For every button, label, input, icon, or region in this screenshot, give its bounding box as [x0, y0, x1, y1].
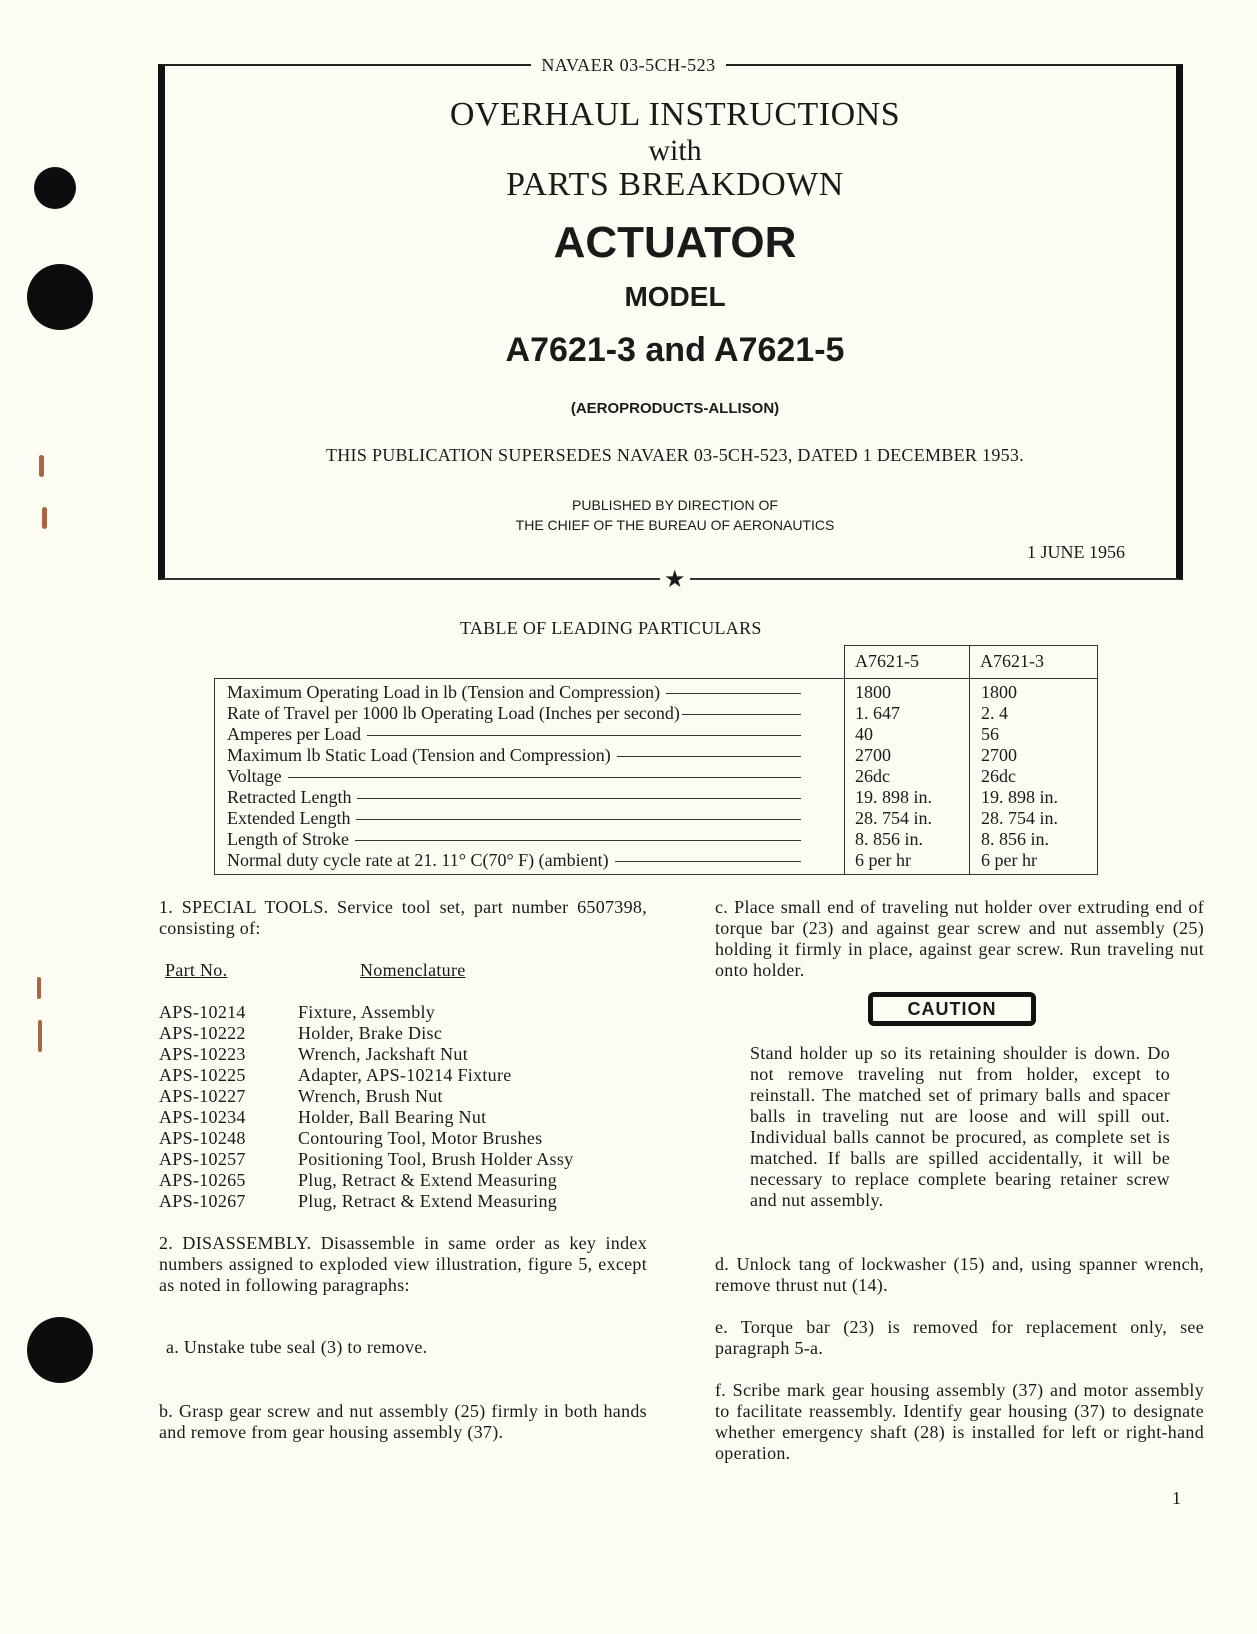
cell-a7621-3: 6 per hr — [981, 850, 1037, 870]
binder-hole-bottom — [27, 1317, 93, 1383]
table-row — [215, 703, 1097, 724]
row-label: Normal duty cycle rate at 21. 11° C(70° F) (ambient) — [227, 850, 609, 870]
row-label: Retracted Length — [227, 787, 352, 807]
table-row — [215, 766, 1097, 787]
step-d: d. Unlock tang of lockwasher (15) and, using spanner wrench, remove thrust nut (14). — [715, 1254, 1204, 1295]
rust-stain — [37, 977, 41, 999]
model-numbers: A7621-3 and A7621-5 — [505, 331, 845, 369]
cell-a7621-5: 26dc — [855, 766, 890, 786]
subject-title: ACTUATOR — [553, 218, 797, 267]
table-row — [215, 682, 1097, 703]
cell-a7621-5: 1. 647 — [855, 703, 900, 723]
col-nomenclature: Nomenclature — [360, 960, 466, 980]
table-row — [215, 724, 1097, 745]
published-by-line-1: PUBLISHED BY DIRECTION OF — [572, 497, 778, 513]
cell-a7621-5: 6 per hr — [855, 850, 911, 870]
row-label: Extended Length — [227, 808, 351, 828]
cell-a7621-5: 19. 898 in. — [855, 787, 933, 807]
column-header-a7621-5: A7621-5 — [844, 645, 970, 678]
row-label: Length of Stroke — [227, 829, 349, 849]
step-f: f. Scribe mark gear housing assembly (37) and motor assembly to facilitate reassembly. Identify gear housing (37) to designate whether emergency shaft (28) is installed for left or right-hand operation. — [715, 1380, 1204, 1463]
tool-list-item: APS-10222 Holder, Brake Disc — [159, 1023, 443, 1043]
step-e: e. Torque bar (23) is removed for replacement only, see paragraph 5-a. — [715, 1317, 1204, 1358]
table-row — [215, 829, 1097, 850]
caution-text: Stand holder up so its retaining shoulder is down. Do not remove traveling nut from holder, except to reinstall. The matched set of primary balls and spacer balls in traveling nut are loose and will spill out. Individual balls cannot be procured, as complete set is matched. If balls are spilled accidentally, it will be necessary to replace complete bearing retainer screw and nut assembly. — [750, 1043, 1170, 1210]
cell-a7621-3: 28. 754 in. — [981, 808, 1059, 828]
rust-stain — [42, 507, 47, 529]
binder-hole-top — [34, 167, 76, 209]
manufacturer: (AEROPRODUCTS-ALLISON) — [570, 400, 780, 417]
row-label: Maximum Operating Load in lb (Tension and Compression) — [227, 682, 661, 702]
cell-a7621-3: 56 — [981, 724, 999, 744]
step-a: a. Unstake tube seal (3) to remove. — [166, 1337, 428, 1357]
tool-list-item: APS-10225 Adapter, APS-10214 Fixture — [159, 1065, 512, 1085]
tool-list-item: APS-10267 Plug, Retract & Extend Measuring — [159, 1191, 558, 1211]
table-row — [215, 808, 1097, 829]
cell-a7621-3: 19. 898 in. — [981, 787, 1059, 807]
document-id: NAVAER 03-5CH-523 — [0, 55, 1257, 76]
cell-a7621-3: 1800 — [981, 682, 1017, 702]
cell-a7621-5: 1800 — [855, 682, 891, 702]
cell-a7621-3: 2700 — [981, 745, 1017, 765]
cell-a7621-3: 2. 4 — [981, 703, 1008, 723]
tool-list-item: APS-10214 Fixture, Assembly — [159, 1002, 436, 1022]
tool-list-item: APS-10227 Wrench, Brush Nut — [159, 1086, 443, 1106]
title-line-2: with — [648, 134, 702, 167]
tool-list-item: APS-10257 Positioning Tool, Brush Holder Assy — [159, 1149, 574, 1169]
tool-list-item: APS-10234 Holder, Ball Bearing Nut — [159, 1107, 487, 1127]
table-row — [215, 787, 1097, 808]
tool-list-item: APS-10248 Contouring Tool, Motor Brushes — [159, 1128, 543, 1148]
leading-particulars-table — [214, 678, 1098, 875]
published-by-line-2: THE CHIEF OF THE BUREAU OF AERONAUTICS — [515, 517, 835, 533]
tools-column-headers — [159, 960, 466, 981]
rust-stain — [38, 1020, 42, 1052]
row-label: Maximum lb Static Load (Tension and Compression) — [227, 745, 611, 765]
cell-a7621-3: 26dc — [981, 766, 1016, 786]
binder-hole-upper — [27, 264, 93, 330]
cell-a7621-5: 2700 — [855, 745, 891, 765]
title-line-1: OVERHAUL INSTRUCTIONS — [449, 96, 901, 133]
step-c: c. Place small end of traveling nut holder over extruding end of torque bar (23) and against gear screw and nut assembly (25) holding it firmly in place, against gear screw. Run traveling nut onto holder. — [715, 897, 1204, 980]
supersedes-notice: THIS PUBLICATION SUPERSEDES NAVAER 03-5CH-523, DATED 1 DECEMBER 1953. — [325, 445, 1025, 465]
cell-a7621-5: 28. 754 in. — [855, 808, 933, 828]
model-label: MODEL — [624, 281, 726, 312]
step-b: b. Grasp gear screw and nut assembly (25) firmly in both hands and remove from gear housing assembly (37). — [159, 1401, 647, 1442]
special-tools-intro: 1. SPECIAL TOOLS. Service tool set, part number 6507398, consisting of: — [159, 897, 647, 938]
tool-list-item: APS-10223 Wrench, Jackshaft Nut — [159, 1044, 469, 1064]
row-label: Rate of Travel per 1000 lb Operating Load (Inches per second) — [227, 703, 680, 723]
cell-a7621-3: 8. 856 in. — [981, 829, 1050, 849]
table-row — [215, 850, 1097, 871]
cell-a7621-5: 8. 856 in. — [855, 829, 924, 849]
star-icon: ★ — [660, 568, 690, 592]
title-line-3: PARTS BREAKDOWN — [506, 166, 844, 203]
caution-label: CAUTION — [868, 992, 1036, 1026]
disassembly-intro: 2. DISASSEMBLY. Disassemble in same order as key index numbers assigned to exploded view illustration, figure 5, except as noted in following paragraphs: — [159, 1233, 647, 1295]
table-title: TABLE OF LEADING PARTICULARS — [460, 618, 762, 638]
rust-stain — [39, 455, 44, 477]
row-label: Amperes per Load — [227, 724, 361, 744]
page-number: 1 — [1172, 1488, 1181, 1508]
column-header-a7621-3: A7621-3 — [969, 645, 1098, 678]
publication-date: 1 JUNE 1956 — [1027, 542, 1125, 562]
col-part-no: Part No. — [165, 960, 228, 980]
table-row — [215, 745, 1097, 766]
row-label: Voltage — [227, 766, 282, 786]
cell-a7621-5: 40 — [855, 724, 873, 744]
tool-list-item: APS-10265 Plug, Retract & Extend Measuring — [159, 1170, 558, 1190]
